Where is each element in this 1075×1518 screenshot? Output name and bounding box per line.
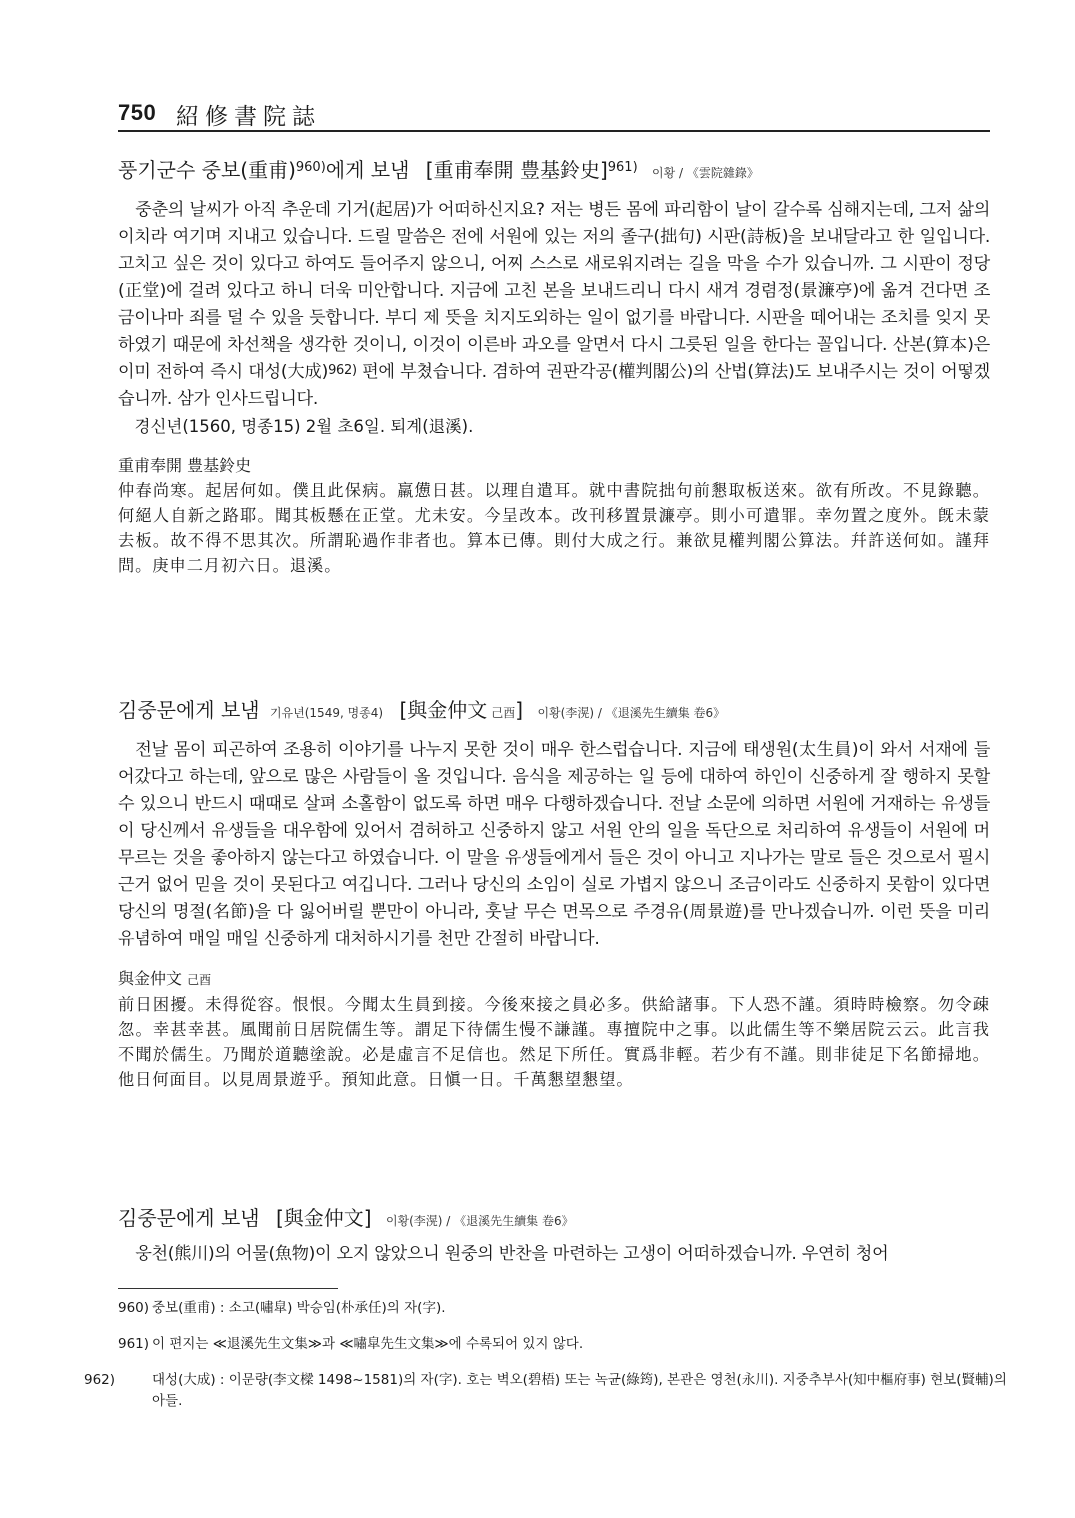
original-text-title: 與金仲文 己酉 xyxy=(118,969,212,988)
letter-title-chinese: [重甫奉開 豊基鈴史] xyxy=(425,158,608,182)
original-chinese-text: 前日困擾。未得從容。恨恨。今聞太生員到接。今後來接之員必多。供給諸事。下人恐不謹。須時時檢察。勿令疎忽。幸甚幸甚。風聞前日居院儒生等。謂足下待儒生慢不謙謹。專擅院中之事。以此儒生等不樂居院云云。此言我不聞於儒生。乃聞於道聽塗說。必是虛言不足信也。然足下所任。實爲非輕。若少有不謹。則非徒足下名節掃地。他日何面目。以見周景遊乎。預知此意。日愼一日。千萬懇望懇望。 xyxy=(118,995,990,1089)
letter-date: 경신년(1560, 명종15) 2월 초6일. 퇴계(退溪). xyxy=(134,417,474,436)
original-chinese-text: 仲春尚寒。起居何如。僕且此保病。羸憊日甚。以理自遣耳。就中書院拙句前懇取板送來。欲有所改。不見錄聽。何絕人自新之路耶。聞其板懸在正堂。尤未安。今呈改本。改刊移置景濂亭。則小可遣罪。幸勿置之度外。旣未蒙去板。故不得不思其次。所謂恥過作非者也。算本已傳。則付大成之行。兼欲見權判閣公算法。幷許送何如。謹拜問。庚申二月初六日。退溪。 xyxy=(118,481,990,575)
footnote-ref: 962) xyxy=(328,363,357,378)
footnote-961: 961) 이 편지는 ≪退溪先生文集≫과 ≪嘯皐先生文集≫에 수록되어 있지 않다. xyxy=(118,1336,584,1352)
letter-title: 김중문에게 보냄 기유년(1549, 명종4) [與金仲文 己酉] 이황(李滉) / 《退溪先生續集 卷6》 xyxy=(118,698,726,722)
book-title: 紹修書院誌 xyxy=(176,104,321,130)
footnote-divider xyxy=(118,1288,338,1289)
letter-section-1 xyxy=(118,156,990,578)
letter-section-3 xyxy=(118,1204,990,1268)
author-source: 이황 / 《雲院雜錄》 xyxy=(652,166,759,180)
author-source: 이황(李滉) / 《退溪先生續集 卷6》 xyxy=(537,706,726,720)
korean-translation: 중춘의 날씨가 아직 추운데 기거(起居)가 어떠하신지요? 저는 병든 몸에 파리함이 날이 갈수록 심해지는데, 그저 삶의 이치라 여기며 지내고 있습니다. 드릴 말씀은 전에 서원에 있는 저의 졸구(拙句) 시판(詩板)을 보내달라고 한 일입니다. 고치고 싶은 것이 있다고 하여도 들어주지 않으니, 어찌 스스로 새로워지려는 길을 막을 수가 있습니까. 그 시판이 정당(正堂)에 걸려 있다고 하니 더욱 미안합니다. 지금에 고친 본을 보내드리니 다시 새겨 경렴정(景濂亭)에 옮겨 건다면 조금이나마 죄를 덜 수 있을 듯합니다. 부디 제 뜻을 치지도외하는 일이 없기를 바랍니다. 시판을 떼어내는 조치를 잊지 못하였기 때문에 차선책을 생각한 것이니, 이것이 이른바 과오를 알면서 다시 그릇된 일을 한다는 꼴입니다. 산본(算本)은 이미 전하여 즉시 대성(大成)$^{962)}$ 편에 부쳤습니다. 겸하여 권판각공(權判閣公)의 산법(算法)도 보내주시는 것이 어떻겠습니까. 삼가 인사드립니다. xyxy=(118,200,990,409)
footnote-ref: 960) xyxy=(295,160,326,175)
letter-title: 김중문에게 보냄 [與金仲文] 이황(李滉) / 《退溪先生續集 卷6》 xyxy=(118,1206,574,1230)
footnote-960: 960) 중보(重甫) : 소고(嘯皐) 박승임(朴承任)의 자(字). xyxy=(118,1300,446,1316)
letter-section-2 xyxy=(118,696,990,1092)
author-source: 이황(李滉) / 《退溪先生續集 卷6》 xyxy=(385,1214,574,1228)
letter-title-chinese: [與金仲文 xyxy=(399,698,488,722)
page-number: 750 xyxy=(118,100,157,125)
original-text-title: 重甫奉開 豊基鈴史 xyxy=(118,456,252,475)
letter-date-tag: 기유년(1549, 명종4) xyxy=(269,706,384,720)
letter-title-chinese: [與金仲文] xyxy=(275,1206,372,1230)
page-header xyxy=(118,96,990,132)
korean-translation: 웅천(熊川)의 어물(魚物)이 오지 않았으니 원중의 반찬을 마련하는 고생이 어떠하겠습니까. 우연히 청어 xyxy=(135,1244,889,1264)
korean-translation: 전날 몸이 피곤하여 조용히 이야기를 나누지 못한 것이 매우 한스럽습니다. 지금에 태생원(太生員)이 와서 서재에 들어갔다고 하는데, 앞으로 많은 사람들이 올 것입니다. 음식을 제공하는 일 등에 대하여 하인이 신중하게 잘 행하지 못할 수 있으니 반드시 때때로 살펴 소홀함이 없도록 하면 매우 다행하겠습니다. 전날 소문에 의하면 서원에 거재하는 유생들이 당신께서 유생들을 대우함에 있어서 겸허하고 신중하지 않고 서원 안의 일을 독단으로 처리하여 유생들이 서원에 머무르는 것을 좋아하지 않는다고 하였습니다. 이 말을 유생들에게서 들은 것이 아니고 지나가는 말로 들은 것으로서 필시 근거 없어 믿을 것이 못된다고 여깁니다. 그러나 당신의 소임이 실로 가볍지 않으니 조금이라도 신중하지 못함이 있다면 당신의 명절(名節)을 다 잃어버릴 뿐만이 아니라, 훗날 무슨 면목으로 주경유(周景遊)를 만나겠습니까. 이런 뜻을 미리 유념하여 매일 매일 신중하게 대처하시기를 천만 간절히 바랍니다. xyxy=(118,740,990,949)
letter-title: 풍기군수 중보(重甫)$^{960)}$에게 보냄 [重甫奉開 豊基鈴史]$^{961)}$ 이황 / 《雲院雜錄》 xyxy=(118,158,759,182)
footnote-ref: 961) xyxy=(607,160,638,175)
footnote-962: 962) 대성(大成) : 이문량(李文樑 1498~1581)의 자(字). 호는 벽오(碧梧) 또는 녹균(綠筠), 본관은 영천(永川). 지중추부사(知中樞府事) 현보(賢輔)의 아들. xyxy=(84,1372,1007,1409)
